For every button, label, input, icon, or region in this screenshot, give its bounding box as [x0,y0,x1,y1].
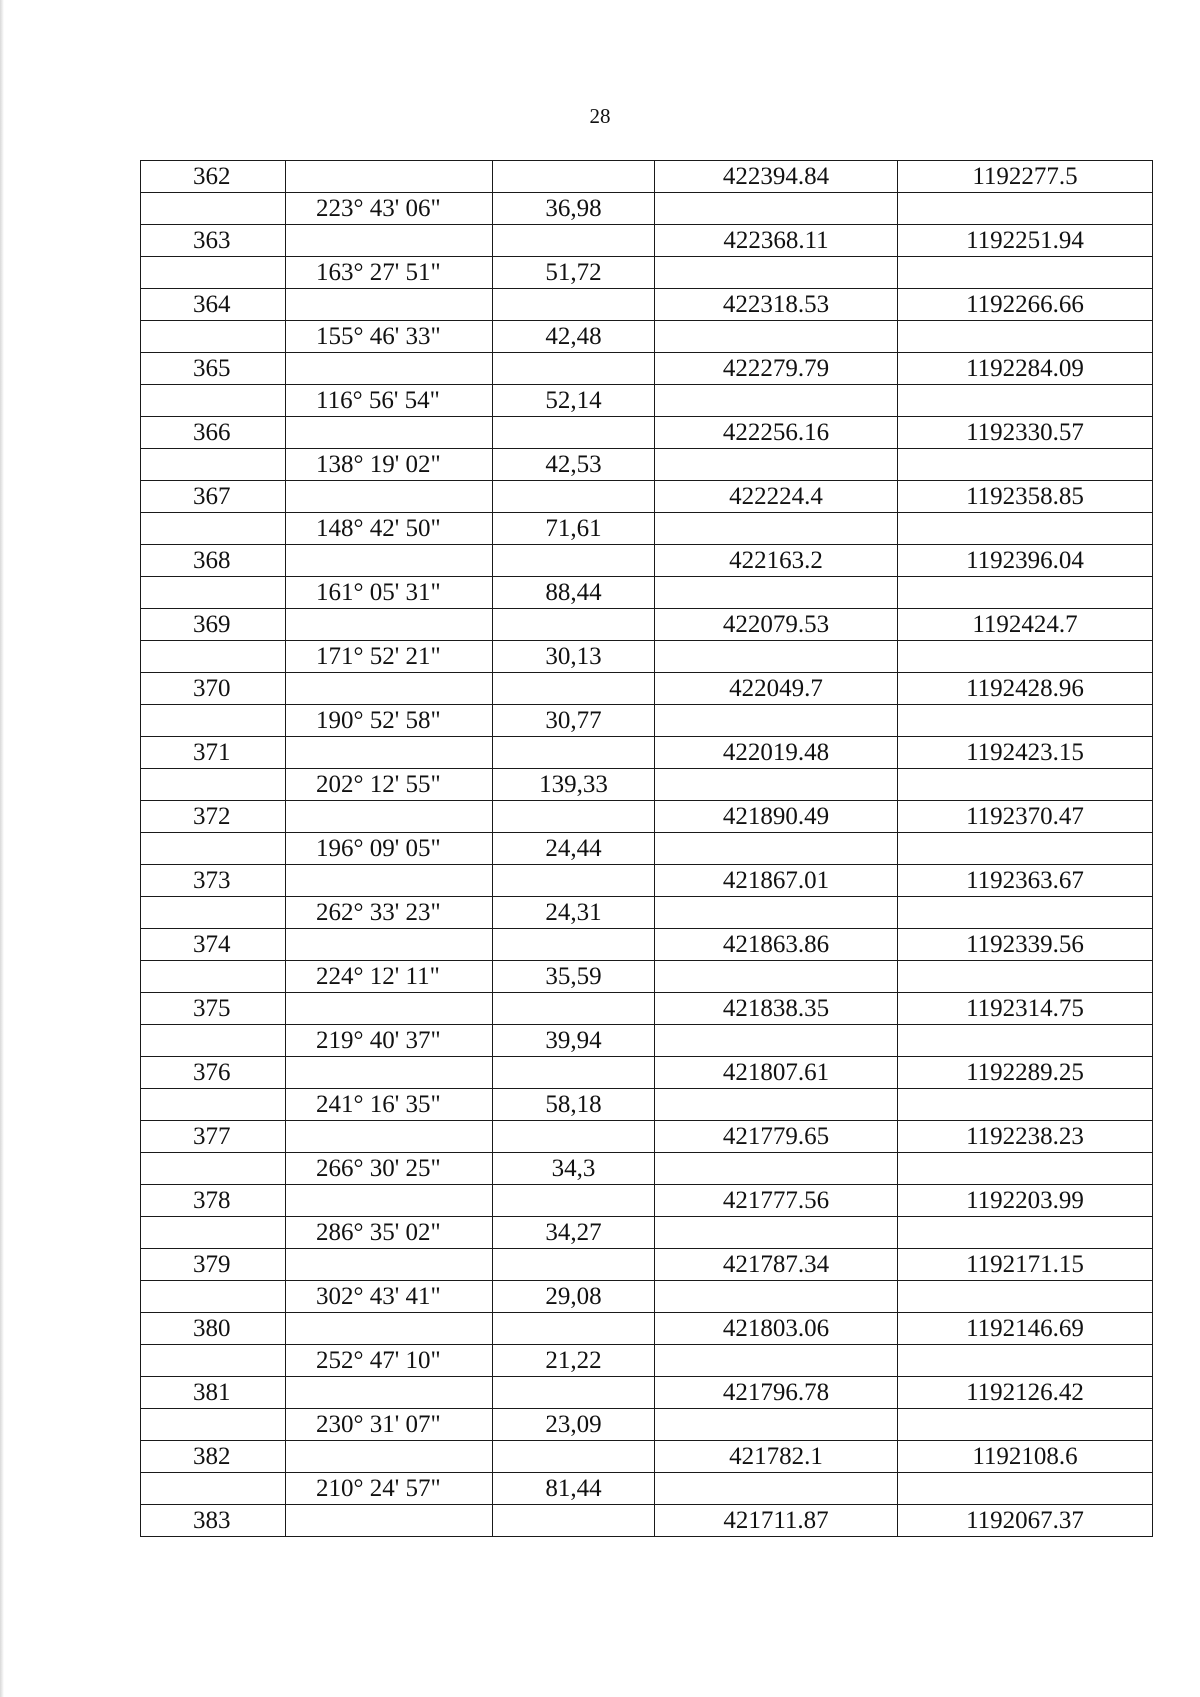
coordinate-x-cell [655,1281,898,1313]
table-row [141,225,1153,257]
coordinate-x-cell [655,1217,898,1249]
point-number-cell [141,1473,286,1505]
point-number-cell [141,1281,286,1313]
distance-cell: 30,13 [493,641,655,673]
coordinate-x-cell [655,1409,898,1441]
point-number-cell: 375 [141,993,286,1025]
coordinate-x-cell [655,1153,898,1185]
distance-cell: 71,61 [493,513,655,545]
direction-angle-cell [286,161,493,193]
coordinate-x-cell [655,1089,898,1121]
coordinate-x-cell [655,577,898,609]
table-row [141,609,1153,641]
distance-cell: 29,08 [493,1281,655,1313]
coordinate-y-cell: 1192146.69 [898,1313,1153,1345]
distance-cell [493,289,655,321]
distance-cell [493,225,655,257]
coordinate-y-cell [898,641,1153,673]
table-row [141,1345,1153,1377]
table-row [141,769,1153,801]
coordinate-x-cell [655,769,898,801]
direction-angle-cell: 252° 47' 10" [286,1345,493,1377]
direction-angle-cell [286,673,493,705]
distance-cell: 35,59 [493,961,655,993]
distance-cell [493,993,655,1025]
distance-cell [493,1441,655,1473]
coordinate-x-cell [655,961,898,993]
direction-angle-cell: 190° 52' 58" [286,705,493,737]
distance-cell: 24,31 [493,897,655,929]
coordinate-y-cell [898,193,1153,225]
table-row [141,1057,1153,1089]
coordinate-x-cell: 421779.65 [655,1121,898,1153]
coordinate-y-cell: 1192126.42 [898,1377,1153,1409]
direction-angle-cell: 266° 30' 25" [286,1153,493,1185]
point-number-cell [141,833,286,865]
table-row [141,257,1153,289]
distance-cell: 52,14 [493,385,655,417]
point-number-cell [141,321,286,353]
point-number-cell [141,1217,286,1249]
coordinate-y-cell [898,1281,1153,1313]
table-row [141,961,1153,993]
point-number-cell: 371 [141,737,286,769]
coordinate-x-cell [655,385,898,417]
coordinate-x-cell [655,641,898,673]
coordinate-y-cell: 1192363.67 [898,865,1153,897]
coordinate-y-cell [898,1089,1153,1121]
point-number-cell: 366 [141,417,286,449]
coordinate-y-cell: 1192424.7 [898,609,1153,641]
point-number-cell [141,513,286,545]
coordinate-x-cell: 421782.1 [655,1441,898,1473]
point-number-cell: 363 [141,225,286,257]
coordinate-y-cell [898,1025,1153,1057]
point-number-cell: 367 [141,481,286,513]
coordinate-y-cell: 1192251.94 [898,225,1153,257]
coordinate-y-cell: 1192314.75 [898,993,1153,1025]
point-number-cell [141,641,286,673]
coordinate-y-cell [898,449,1153,481]
coordinates-table [140,160,1153,1537]
direction-angle-cell [286,993,493,1025]
coordinate-y-cell [898,321,1153,353]
direction-angle-cell [286,801,493,833]
coordinate-y-cell [898,1473,1153,1505]
distance-cell: 81,44 [493,1473,655,1505]
point-number-cell: 378 [141,1185,286,1217]
coordinate-x-cell [655,1345,898,1377]
coordinates-table-body [141,161,1153,1537]
distance-cell [493,865,655,897]
table-row [141,641,1153,673]
coordinate-x-cell: 421777.56 [655,1185,898,1217]
direction-angle-cell [286,1121,493,1153]
direction-angle-cell: 138° 19' 02" [286,449,493,481]
coordinate-x-cell: 422318.53 [655,289,898,321]
coordinate-x-cell: 422163.2 [655,545,898,577]
coordinate-y-cell [898,577,1153,609]
distance-cell [493,1249,655,1281]
direction-angle-cell: 219° 40' 37" [286,1025,493,1057]
direction-angle-cell [286,1441,493,1473]
point-number-cell: 373 [141,865,286,897]
coordinate-y-cell [898,513,1153,545]
distance-cell [493,1057,655,1089]
table-row [141,737,1153,769]
distance-cell: 42,48 [493,321,655,353]
coordinate-x-cell [655,1473,898,1505]
direction-angle-cell: 223° 43' 06" [286,193,493,225]
table-row [141,1153,1153,1185]
table-row [141,897,1153,929]
table-row [141,545,1153,577]
distance-cell [493,801,655,833]
coordinate-x-cell: 422079.53 [655,609,898,641]
point-number-cell [141,577,286,609]
point-number-cell: 381 [141,1377,286,1409]
coordinate-x-cell [655,833,898,865]
distance-cell [493,673,655,705]
direction-angle-cell: 171° 52' 21" [286,641,493,673]
point-number-cell: 370 [141,673,286,705]
direction-angle-cell: 163° 27' 51" [286,257,493,289]
table-row [141,1185,1153,1217]
direction-angle-cell [286,929,493,961]
table-row [141,1217,1153,1249]
distance-cell [493,609,655,641]
coordinate-y-cell: 1192339.56 [898,929,1153,961]
direction-angle-cell: 161° 05' 31" [286,577,493,609]
direction-angle-cell [286,1057,493,1089]
coordinate-x-cell: 421863.86 [655,929,898,961]
table-row [141,1089,1153,1121]
coordinate-x-cell: 421803.06 [655,1313,898,1345]
coordinate-x-cell: 421711.87 [655,1505,898,1537]
table-row [141,1025,1153,1057]
coordinate-x-cell [655,705,898,737]
distance-cell [493,929,655,961]
coordinate-y-cell: 1192370.47 [898,801,1153,833]
coordinate-x-cell: 421890.49 [655,801,898,833]
direction-angle-cell [286,545,493,577]
table-row [141,1441,1153,1473]
point-number-cell [141,769,286,801]
table-row [141,993,1153,1025]
coordinate-x-cell [655,513,898,545]
coordinate-y-cell [898,385,1153,417]
direction-angle-cell [286,865,493,897]
direction-angle-cell: 286° 35' 02" [286,1217,493,1249]
direction-angle-cell [286,609,493,641]
coordinate-y-cell: 1192238.23 [898,1121,1153,1153]
direction-angle-cell [286,1185,493,1217]
table-row [141,321,1153,353]
table-row [141,801,1153,833]
coordinate-y-cell: 1192284.09 [898,353,1153,385]
distance-cell: 42,53 [493,449,655,481]
coordinate-x-cell: 422019.48 [655,737,898,769]
point-number-cell: 382 [141,1441,286,1473]
coordinate-y-cell: 1192067.37 [898,1505,1153,1537]
distance-cell: 39,94 [493,1025,655,1057]
table-row [141,353,1153,385]
direction-angle-cell [286,225,493,257]
direction-angle-cell: 202° 12' 55" [286,769,493,801]
direction-angle-cell [286,1505,493,1537]
distance-cell [493,737,655,769]
direction-angle-cell [286,1313,493,1345]
coordinate-x-cell [655,257,898,289]
table-row [141,673,1153,705]
distance-cell [493,1377,655,1409]
coordinate-x-cell: 422368.11 [655,225,898,257]
point-number-cell: 365 [141,353,286,385]
direction-angle-cell: 148° 42' 50" [286,513,493,545]
table-row [141,1121,1153,1153]
coordinate-y-cell [898,961,1153,993]
table-row [141,161,1153,193]
table-row [141,929,1153,961]
direction-angle-cell [286,1249,493,1281]
distance-cell [493,161,655,193]
point-number-cell: 362 [141,161,286,193]
point-number-cell: 372 [141,801,286,833]
direction-angle-cell [286,737,493,769]
direction-angle-cell [286,353,493,385]
distance-cell [493,481,655,513]
table-row [141,193,1153,225]
coordinate-y-cell: 1192203.99 [898,1185,1153,1217]
direction-angle-cell: 241° 16' 35" [286,1089,493,1121]
direction-angle-cell: 116° 56' 54" [286,385,493,417]
point-number-cell: 379 [141,1249,286,1281]
direction-angle-cell [286,289,493,321]
distance-cell: 23,09 [493,1409,655,1441]
coordinate-x-cell: 421796.78 [655,1377,898,1409]
coordinate-x-cell [655,1025,898,1057]
coordinate-x-cell: 422224.4 [655,481,898,513]
point-number-cell [141,1025,286,1057]
distance-cell: 36,98 [493,193,655,225]
point-number-cell [141,385,286,417]
coordinate-x-cell: 422049.7 [655,673,898,705]
point-number-cell [141,961,286,993]
coordinate-y-cell: 1192423.15 [898,737,1153,769]
coordinate-x-cell [655,897,898,929]
coordinate-x-cell [655,321,898,353]
coordinate-x-cell [655,449,898,481]
direction-angle-cell: 262° 33' 23" [286,897,493,929]
coordinate-x-cell: 421838.35 [655,993,898,1025]
point-number-cell [141,705,286,737]
distance-cell: 139,33 [493,769,655,801]
coordinate-y-cell: 1192171.15 [898,1249,1153,1281]
coordinate-x-cell: 422256.16 [655,417,898,449]
point-number-cell: 364 [141,289,286,321]
point-number-cell [141,1345,286,1377]
direction-angle-cell: 302° 43' 41" [286,1281,493,1313]
coordinate-y-cell [898,1409,1153,1441]
direction-angle-cell: 196° 09' 05" [286,833,493,865]
coordinate-y-cell: 1192108.6 [898,1441,1153,1473]
distance-cell [493,1313,655,1345]
distance-cell: 51,72 [493,257,655,289]
point-number-cell: 380 [141,1313,286,1345]
table-row [141,513,1153,545]
point-number-cell [141,257,286,289]
distance-cell: 21,22 [493,1345,655,1377]
point-number-cell [141,1089,286,1121]
coordinate-x-cell: 421807.61 [655,1057,898,1089]
point-number-cell: 377 [141,1121,286,1153]
coordinate-x-cell [655,193,898,225]
direction-angle-cell: 155° 46' 33" [286,321,493,353]
direction-angle-cell [286,481,493,513]
point-number-cell: 383 [141,1505,286,1537]
table-row [141,1281,1153,1313]
distance-cell [493,353,655,385]
distance-cell: 34,27 [493,1217,655,1249]
table-row [141,1377,1153,1409]
distance-cell: 30,77 [493,705,655,737]
point-number-cell: 376 [141,1057,286,1089]
distance-cell [493,1121,655,1153]
coordinate-y-cell [898,257,1153,289]
point-number-cell: 374 [141,929,286,961]
table-row [141,1249,1153,1281]
table-row [141,705,1153,737]
table-row [141,289,1153,321]
distance-cell: 24,44 [493,833,655,865]
coordinate-y-cell: 1192277.5 [898,161,1153,193]
coordinate-y-cell: 1192428.96 [898,673,1153,705]
direction-angle-cell: 224° 12' 11" [286,961,493,993]
distance-cell: 34,3 [493,1153,655,1185]
table-row [141,1313,1153,1345]
table-row [141,1473,1153,1505]
table-row [141,417,1153,449]
direction-angle-cell: 210° 24' 57" [286,1473,493,1505]
point-number-cell [141,897,286,929]
coordinate-y-cell [898,1345,1153,1377]
coordinate-x-cell: 421867.01 [655,865,898,897]
point-number-cell [141,449,286,481]
distance-cell [493,417,655,449]
table-row [141,1505,1153,1537]
coordinate-x-cell: 421787.34 [655,1249,898,1281]
point-number-cell [141,193,286,225]
point-number-cell [141,1409,286,1441]
distance-cell: 58,18 [493,1089,655,1121]
coordinate-y-cell [898,1217,1153,1249]
coordinate-x-cell: 422279.79 [655,353,898,385]
table-row [141,481,1153,513]
coordinate-y-cell [898,833,1153,865]
distance-cell [493,1505,655,1537]
table-row [141,833,1153,865]
coordinate-y-cell: 1192358.85 [898,481,1153,513]
direction-angle-cell [286,417,493,449]
direction-angle-cell: 230° 31' 07" [286,1409,493,1441]
coordinate-y-cell [898,769,1153,801]
coordinate-y-cell: 1192266.66 [898,289,1153,321]
coordinate-y-cell: 1192396.04 [898,545,1153,577]
coordinate-y-cell [898,897,1153,929]
table-row [141,577,1153,609]
coordinate-y-cell: 1192330.57 [898,417,1153,449]
point-number-cell [141,1153,286,1185]
coordinate-y-cell: 1192289.25 [898,1057,1153,1089]
distance-cell [493,1185,655,1217]
table-row [141,385,1153,417]
table-row [141,1409,1153,1441]
direction-angle-cell [286,1377,493,1409]
coordinate-x-cell: 422394.84 [655,161,898,193]
page-number: 28 [589,104,611,128]
point-number-cell: 369 [141,609,286,641]
point-number-cell: 368 [141,545,286,577]
table-row [141,865,1153,897]
coordinate-y-cell [898,705,1153,737]
coordinate-y-cell [898,1153,1153,1185]
scan-edge-shadow [0,0,4,1697]
table-row [141,449,1153,481]
distance-cell: 88,44 [493,577,655,609]
distance-cell [493,545,655,577]
